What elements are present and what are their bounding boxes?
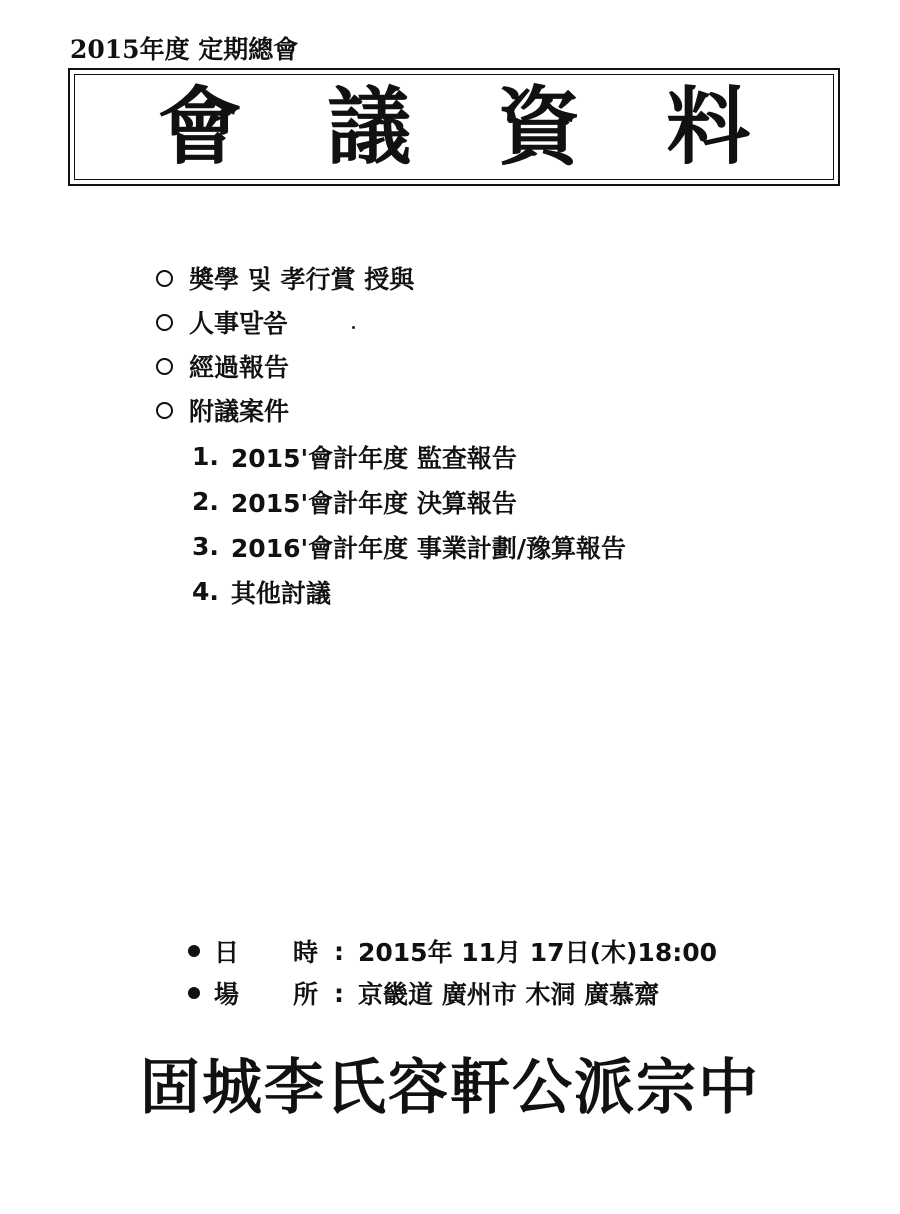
title-char-4: 料 (666, 78, 751, 176)
agenda-item (156, 344, 414, 388)
scan-speck (352, 326, 355, 329)
agenda-item (156, 256, 414, 300)
organization-name: 固城李氏容軒公派宗中 (140, 1053, 760, 1123)
filled-dot-bullet-icon (188, 987, 200, 999)
sub-agenda-text: 2015'會計年度 監查報告 (230, 443, 517, 473)
place-label-char-2: 所 (292, 980, 318, 1009)
datetime-value: 2015年 11月 17日(木)18:00 (358, 938, 717, 967)
filled-dot-bullet-icon (188, 945, 200, 957)
title-char-1: 會 (157, 78, 242, 176)
datetime-label (214, 933, 318, 969)
sub-agenda-item (192, 434, 626, 479)
sub-agenda-number: 1. (192, 442, 219, 471)
place-label-char-1: 場 (214, 980, 240, 1009)
datetime-label-char-1: 日 (214, 938, 240, 967)
circle-bullet-icon (156, 270, 173, 287)
title-char-3: 資 (496, 78, 581, 176)
title-box (68, 68, 840, 186)
agenda-list (156, 256, 414, 432)
datetime-row (188, 930, 717, 972)
datetime-colon: : (334, 936, 344, 966)
sub-agenda-list (192, 434, 626, 614)
sub-agenda-number: 3. (192, 532, 219, 561)
place-value: 京畿道 廣州市 木洞 廣慕齋 (358, 980, 660, 1009)
sub-agenda-item (192, 479, 626, 524)
meeting-info (188, 930, 717, 1014)
agenda-item-text: 經過報告 (189, 353, 290, 382)
agenda-item-text: 附議案件 (189, 397, 290, 426)
place-colon: : (334, 978, 344, 1008)
sub-agenda-text: 2015'會計年度 決算報告 (230, 488, 517, 518)
agenda-item-text: 奬學 및 孝行賞 授與 (189, 265, 415, 294)
circle-bullet-icon (156, 402, 173, 419)
document-subtitle: 2015年度 定期總會 (70, 35, 299, 64)
agenda-item (156, 388, 414, 432)
sub-agenda-number: 2. (192, 487, 219, 516)
title-char-2: 議 (327, 78, 412, 176)
sub-agenda-item (192, 569, 626, 614)
datetime-label-char-2: 時 (292, 938, 318, 967)
sub-agenda-item (192, 524, 626, 569)
agenda-item-text: 人事말씀 (189, 309, 288, 338)
sub-agenda-number: 4. (192, 577, 219, 606)
title-box-inner (74, 74, 834, 180)
sub-agenda-text: 2016'會計年度 事業計劃/豫算報告 (230, 533, 626, 563)
circle-bullet-icon (156, 314, 173, 331)
circle-bullet-icon (156, 358, 173, 375)
place-label (214, 975, 318, 1011)
place-row (188, 972, 717, 1014)
agenda-item (156, 300, 414, 344)
sub-agenda-text: 其他討議 (230, 578, 331, 608)
